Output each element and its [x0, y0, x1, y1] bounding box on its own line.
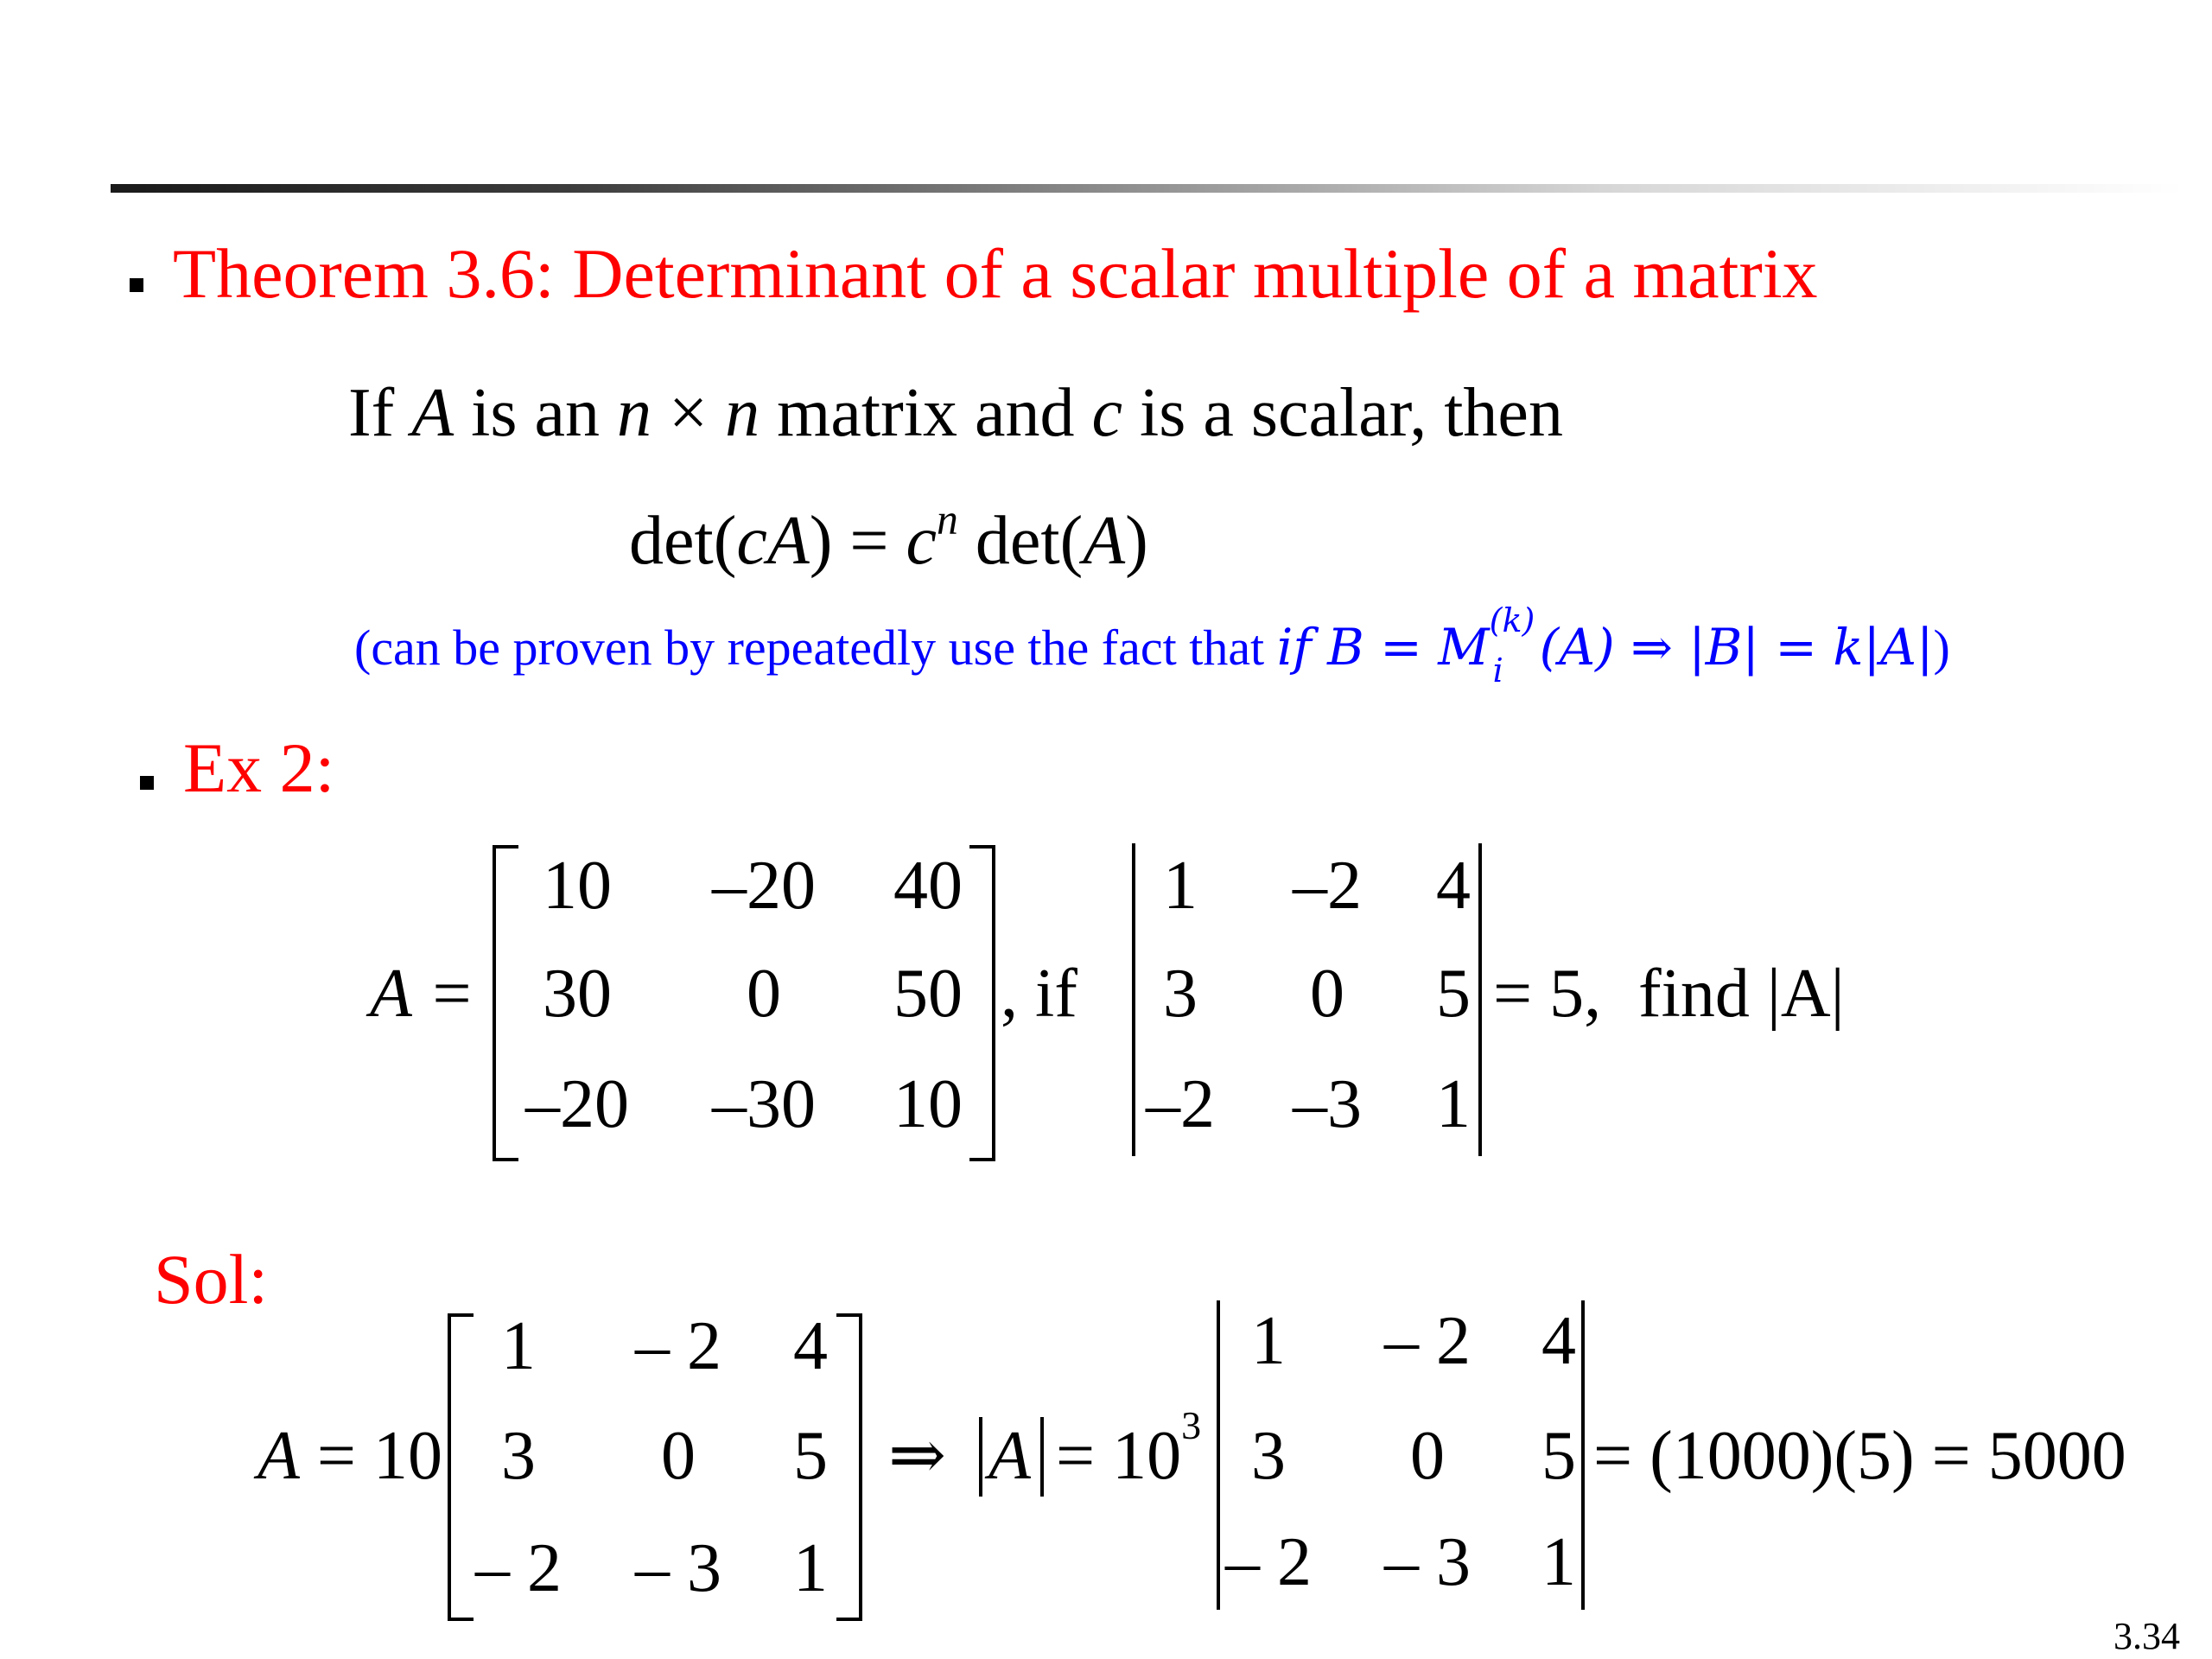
determinant-cell: – 2 [1384, 1303, 1471, 1379]
theorem-title: Theorem 3.6: Determinant of a scalar multiple of a matrix [173, 234, 1818, 313]
matrix-cell: 50 [893, 956, 963, 1032]
determinant-cell: 3 [1251, 1418, 1286, 1494]
determinant-cell: 1 [1436, 1066, 1471, 1142]
example-lhs: A = [370, 956, 475, 1032]
solution-implies: ⇒ [888, 1418, 947, 1494]
bullet-icon [140, 776, 154, 790]
determinant-cell: 1 [1163, 848, 1198, 924]
example-find: find |A| [1638, 956, 1845, 1032]
abs-bar-right [1040, 1417, 1044, 1497]
matrix-cell: –20 [712, 848, 816, 924]
solution-abs-a: A [988, 1418, 1031, 1494]
determinant-cell: 0 [1410, 1418, 1445, 1494]
matrix-cell: 10 [893, 1066, 963, 1142]
determinant-cell: 4 [1541, 1303, 1576, 1379]
determinant-cell: 5 [1541, 1418, 1576, 1494]
determinant-cell: 0 [1310, 956, 1344, 1032]
matrix-cell: 3 [501, 1418, 536, 1494]
solution-lhs: A = 10 [257, 1418, 442, 1494]
page-number: 3.34 [2113, 1615, 2180, 1657]
example-label: Ex 2: [183, 728, 335, 807]
determinant-cell: 1 [1541, 1524, 1576, 1600]
determinant-cell: 5 [1436, 956, 1471, 1032]
solution-power: = $10^3$ [1056, 1403, 1202, 1494]
determinant-cell: –3 [1293, 1066, 1362, 1142]
matrix-cell: 5 [793, 1418, 828, 1494]
abs-bar-left [979, 1417, 982, 1497]
matrix-cell: – 2 [635, 1308, 721, 1384]
matrix-cell: 1 [793, 1530, 828, 1606]
example-det-result: = 5, [1493, 956, 1602, 1032]
solution-label: Sol: [154, 1240, 269, 1319]
matrix-cell: 0 [661, 1418, 696, 1494]
determinant-cell: 1 [1251, 1303, 1286, 1379]
proof-note: (can be proven by repeatedly use the fact that if B = M (k) i (A) ⇒ |B| = k|A|) [354, 601, 1950, 690]
matrix-cell: –30 [712, 1066, 816, 1142]
determinant-cell: –2 [1293, 848, 1362, 924]
matrix-cell: 10 [543, 848, 612, 924]
theorem-statement: If A is an n × n matrix and c is a scalar, then [348, 375, 1563, 451]
title-divider [111, 184, 2184, 193]
theorem-formula: $\det(cA) = c^n$ det(A) [629, 495, 1148, 579]
matrix-cell: –20 [525, 1066, 629, 1142]
matrix-cell: 1 [501, 1308, 536, 1384]
matrix-cell: – 3 [635, 1530, 721, 1606]
determinant-cell: 4 [1436, 848, 1471, 924]
determinant-cell: 3 [1163, 956, 1198, 1032]
solution-result: = (1000)(5) = 5000 [1593, 1418, 2126, 1494]
matrix-cell: 4 [793, 1308, 828, 1384]
matrix-cell: 0 [747, 956, 781, 1032]
bullet-icon [130, 278, 143, 292]
determinant-cell: – 2 [1225, 1524, 1312, 1600]
matrix-cell: 40 [893, 848, 963, 924]
matrix-cell: – 2 [475, 1530, 562, 1606]
matrix-cell: 30 [543, 956, 612, 1032]
example-if: , if [1001, 956, 1077, 1032]
determinant-cell: –2 [1146, 1066, 1215, 1142]
determinant-cell: – 3 [1384, 1524, 1471, 1600]
